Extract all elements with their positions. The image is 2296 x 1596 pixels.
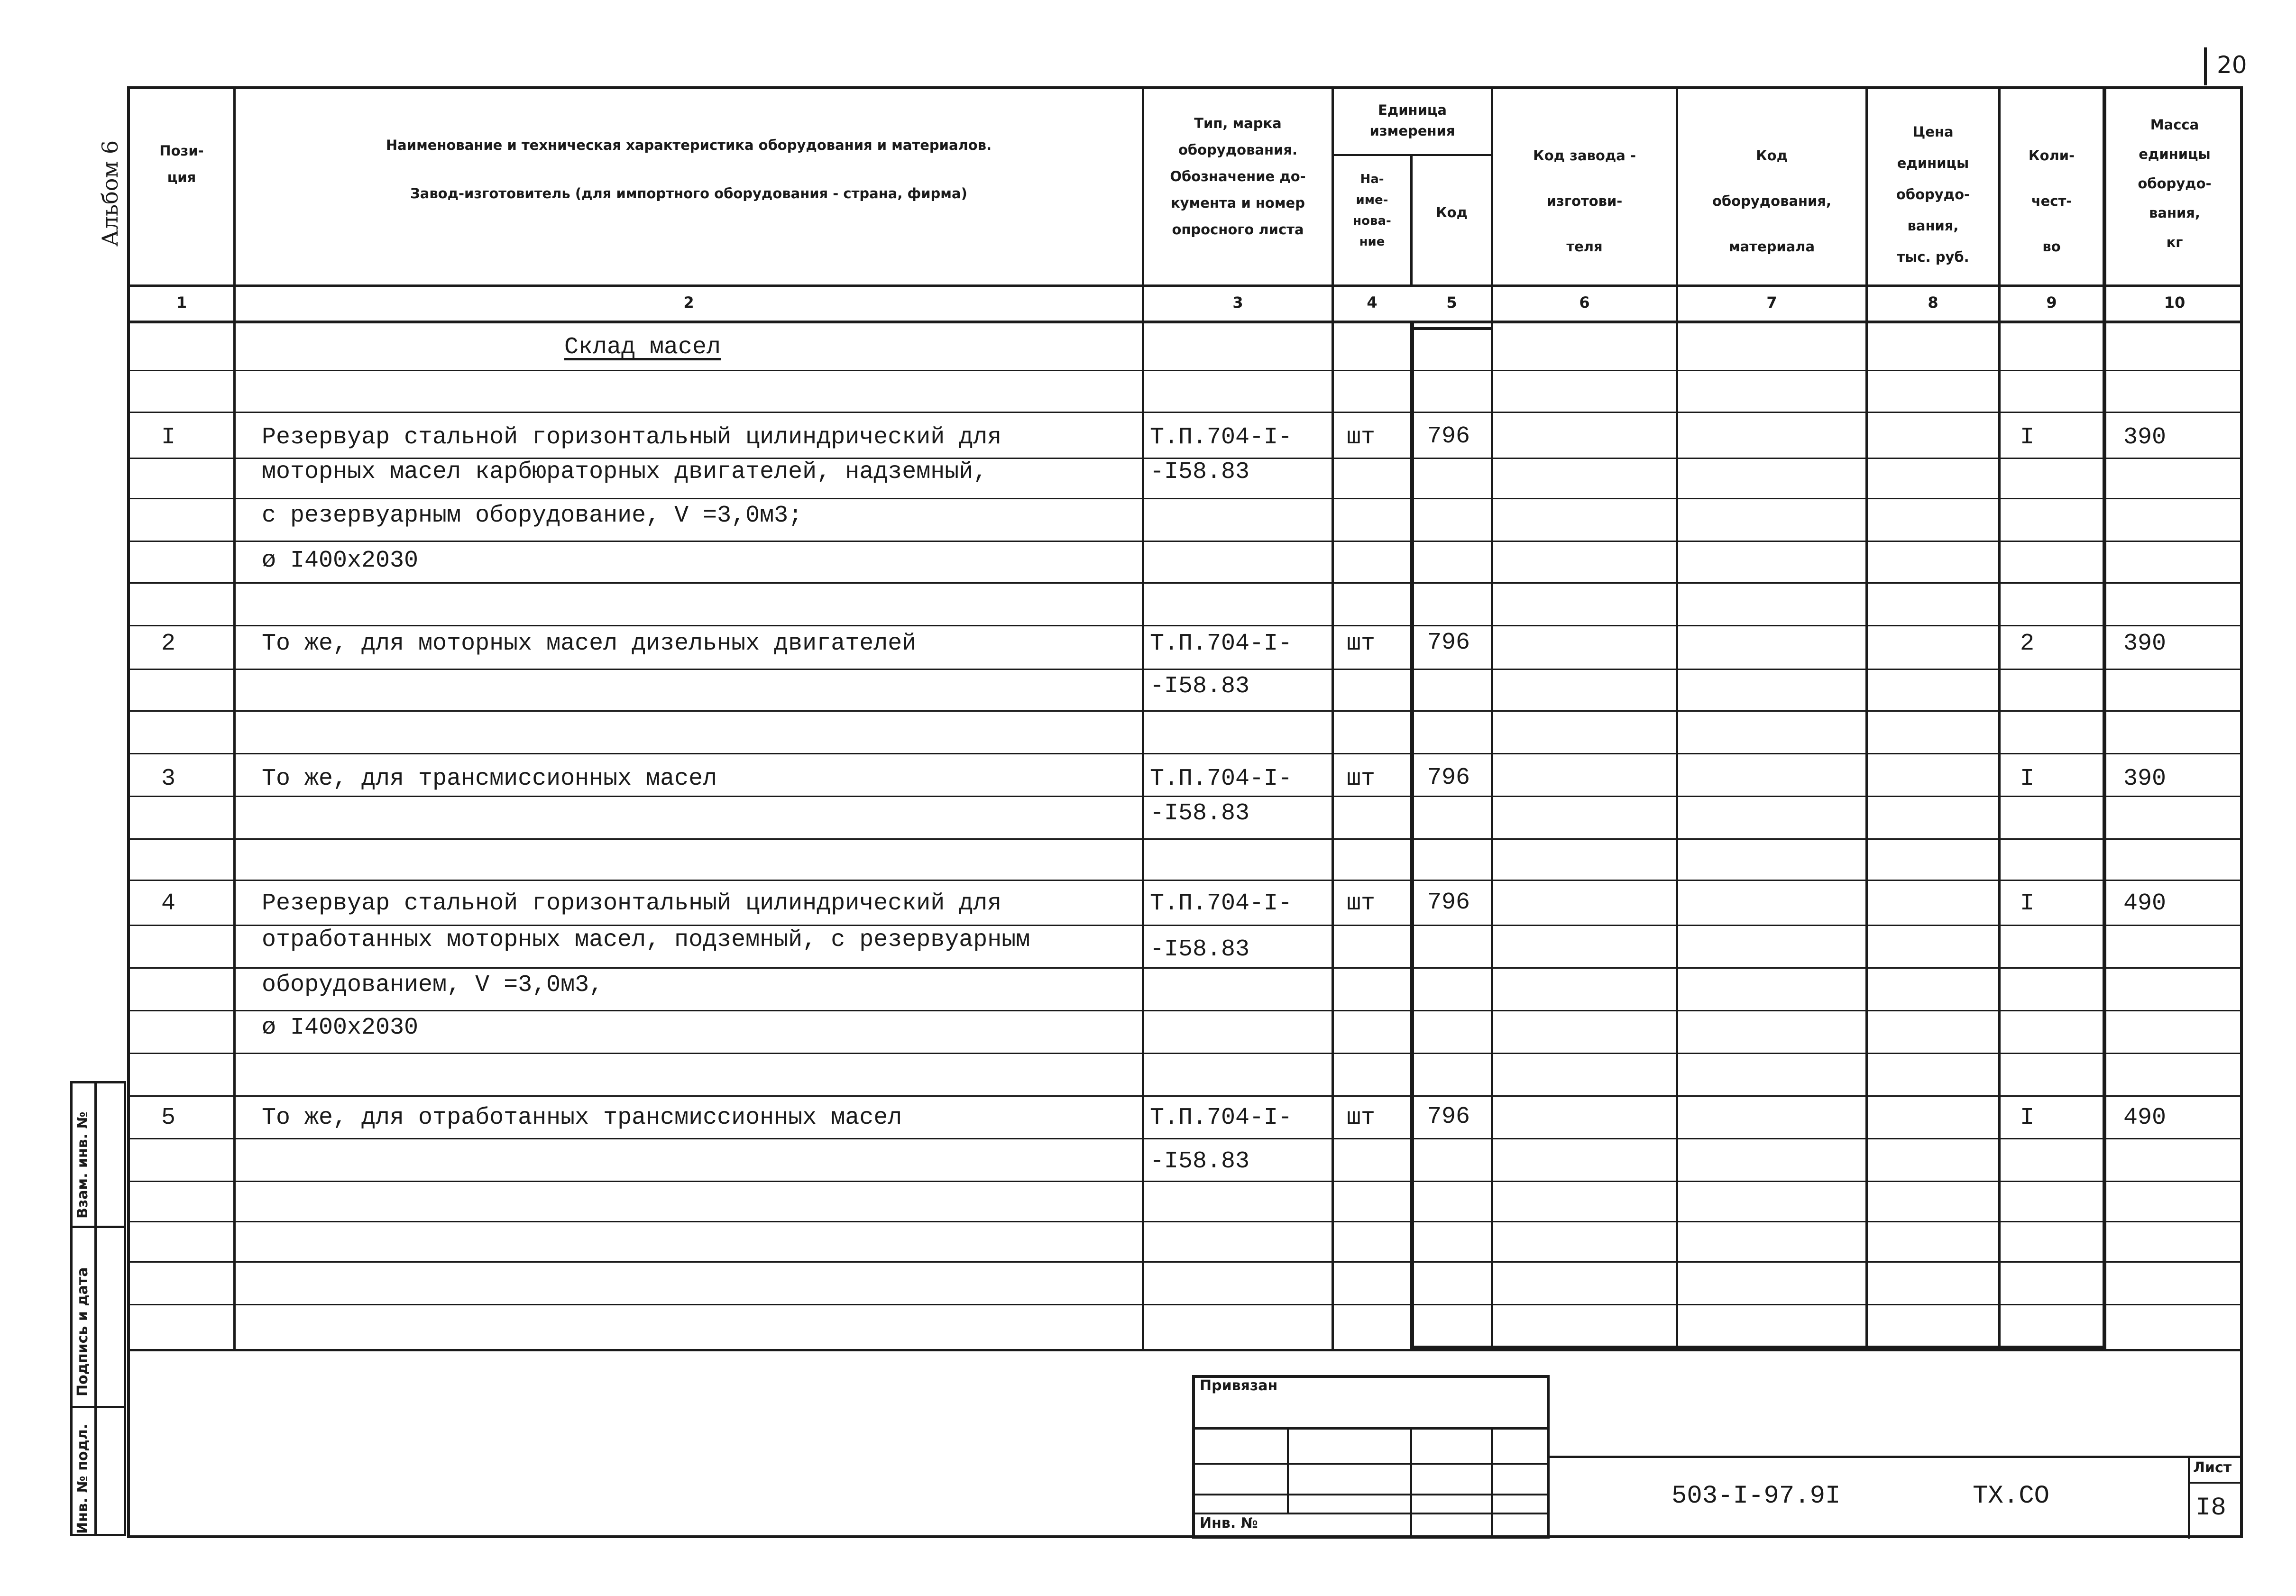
item-2-unit: шт	[1347, 630, 1376, 657]
colnum-10: 10	[2164, 294, 2186, 312]
row-separator	[130, 753, 2240, 754]
header-price: Цена единицы оборудо- вания, тыс. руб.	[1896, 124, 1970, 265]
item-2-mass: 390	[2123, 630, 2167, 657]
row-separator	[130, 582, 2240, 584]
item-5-type-line1: Т.П.704-I-	[1150, 1104, 1293, 1131]
colnum-2: 2	[683, 294, 694, 312]
item-4-pos: 4	[161, 890, 176, 917]
item-5-name-line1: То же, для отработанных трансмиссионных масел	[262, 1104, 902, 1131]
item-2-code: 796	[1427, 629, 1470, 656]
header-mass: Масса единицы оборудо- вания, кг	[2138, 117, 2212, 250]
item-4-name-line1: Резервуар стальной горизонтальный цилиндрический для	[262, 890, 1002, 917]
colnum-5: 5	[1446, 294, 1457, 312]
item-2-qty: 2	[2020, 630, 2035, 657]
item-3-type-line1: Т.П.704-I-	[1150, 765, 1293, 792]
item-3-qty: I	[2020, 765, 2035, 792]
stamp-sheet-label: Лист	[2193, 1459, 2232, 1476]
colnum-9: 9	[2046, 294, 2057, 312]
row-separator	[130, 710, 2240, 712]
item-1-qty: I	[2020, 424, 2035, 451]
row-separator	[130, 1138, 2240, 1139]
item-4-name-line4: ø I400x2030	[262, 1014, 419, 1041]
item-4-unit: шт	[1347, 890, 1376, 917]
row-separator	[130, 498, 2240, 499]
item-2-type-line1: Т.П.704-I-	[1150, 630, 1293, 657]
stamp-sheet-number: I8	[2195, 1494, 2226, 1523]
row-separator	[130, 880, 2240, 881]
item-1-unit: шт	[1347, 424, 1376, 451]
item-1-mass: 390	[2123, 424, 2167, 451]
item-3-type-line2: -I58.83	[1150, 800, 1250, 827]
section-title: Склад масел	[564, 334, 721, 361]
item-4-name-line2: отработанных моторных масел, подземный, с резервуарным	[262, 926, 1030, 954]
item-4-qty: I	[2020, 890, 2035, 917]
header-position: Пози- ция	[159, 143, 204, 185]
album-label: Альбом 6	[97, 140, 123, 247]
header-equipment-code: Код оборудования, материала	[1712, 147, 1832, 255]
colnum-1: 1	[176, 294, 187, 312]
header-name-line1: Наименование и техническая характеристика оборудования и материалов.	[386, 137, 992, 153]
item-3-unit: шт	[1347, 765, 1376, 792]
item-5-pos: 5	[161, 1104, 176, 1131]
item-2-name-line1: То же, для моторных масел дизельных двигателей	[262, 630, 917, 657]
item-1-name-line3: с резервуарным оборудование, V =3,0м3;	[262, 502, 803, 529]
item-2-pos: 2	[161, 630, 176, 657]
side-stamp	[70, 1081, 126, 1536]
item-1-type-line1: Т.П.704-I-	[1150, 424, 1293, 451]
header-unit-code: Код	[1435, 204, 1468, 220]
item-3-code: 796	[1427, 764, 1470, 791]
row-separator	[130, 1053, 2240, 1054]
item-4-mass: 490	[2123, 890, 2167, 917]
item-2-type-line2: -I58.83	[1150, 673, 1250, 700]
row-separator	[130, 1304, 2240, 1305]
item-5-mass: 490	[2123, 1104, 2167, 1131]
colnum-3: 3	[1232, 294, 1243, 312]
header-type: Тип, марка оборудования. Обозначение до- кумента и номер опросного листа	[1170, 115, 1306, 238]
item-4-type-line2: -I58.83	[1150, 936, 1250, 963]
side-stamp-inv-podl: Инв. № подл.	[74, 1423, 91, 1534]
row-separator	[130, 925, 2240, 926]
row-separator	[130, 1181, 2240, 1182]
row-separator	[130, 967, 2240, 969]
item-4-code: 796	[1427, 889, 1470, 916]
colnum-6: 6	[1579, 294, 1590, 312]
colnum-4: 4	[1367, 294, 1378, 312]
stamp-doc-code: 503-I-97.9I	[1671, 1482, 1841, 1511]
item-3-pos: 3	[161, 765, 176, 792]
item-1-pos: I	[161, 424, 176, 451]
item-1-name-line4: ø I400x2030	[262, 547, 419, 574]
item-1-name-line1: Резервуар стальной горизонтальный цилиндрический для	[262, 424, 1002, 451]
item-5-qty: I	[2020, 1104, 2035, 1131]
row-separator	[130, 625, 2240, 626]
item-1-name-line2: моторных масел карбюраторных двигателей, надземный,	[262, 459, 988, 486]
colnum-8: 8	[1928, 294, 1938, 312]
row-separator	[130, 370, 2240, 371]
row-separator	[130, 796, 2240, 797]
item-5-unit: шт	[1347, 1104, 1376, 1131]
item-3-mass: 390	[2123, 765, 2167, 792]
header-factory-code: Код завода - изготови- теля	[1533, 147, 1636, 255]
item-1-code: 796	[1427, 423, 1470, 450]
item-5-code: 796	[1427, 1103, 1470, 1130]
row-separator	[130, 669, 2240, 670]
item-4-name-line3: оборудованием, V =3,0м3,	[262, 972, 604, 999]
item-4-type-line1: Т.П.704-I-	[1150, 890, 1293, 917]
side-stamp-signature-date: Подпись и дата	[74, 1267, 91, 1396]
stamp-linked-label: Привязан	[1200, 1377, 1278, 1394]
stamp-inv-label: Инв. №	[1200, 1515, 1258, 1532]
stamp-section-code: ТХ.СО	[1973, 1482, 2050, 1511]
row-separator	[130, 838, 2240, 840]
page-number: 20	[2217, 51, 2247, 79]
row-separator	[130, 1010, 2240, 1011]
header-name-line2: Завод-изготовитель (для импортного оборудования - страна, фирма)	[410, 185, 967, 202]
item-1-type-line2: -I58.83	[1150, 459, 1250, 486]
header-unit-name: На- име- нова- ние	[1353, 172, 1391, 249]
side-stamp-vzam-inv: Взам. инв. №	[74, 1111, 91, 1219]
row-separator	[130, 1221, 2240, 1222]
row-separator	[130, 412, 2240, 413]
item-3-name-line1: То же, для трансмиссионных масел	[262, 765, 717, 792]
row-separator	[130, 1261, 2240, 1263]
colnum-7: 7	[1766, 294, 1777, 312]
header-unit: Единица измерения	[1369, 102, 1455, 139]
header-quantity: Коли- чест- во	[2028, 147, 2075, 255]
row-separator	[130, 541, 2240, 542]
row-separator	[130, 1095, 2240, 1097]
item-5-type-line2: -I58.83	[1150, 1148, 1250, 1175]
